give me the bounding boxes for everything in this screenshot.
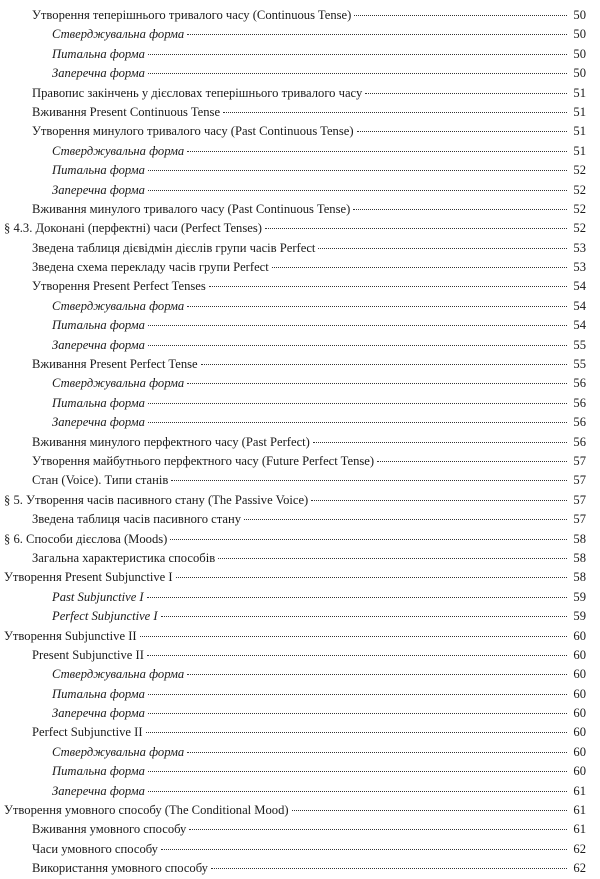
toc-entry <box>0 219 600 238</box>
toc-entry-title: Утворення умовного способу (The Conditional Mood) <box>4 803 289 818</box>
toc-entry <box>0 607 600 626</box>
dot-leader <box>148 791 567 792</box>
toc-entry <box>0 277 600 296</box>
toc-entry <box>0 355 600 374</box>
toc-entry-title: § 6. Способи дієслова (Moods) <box>4 531 168 546</box>
toc-entry <box>0 258 600 277</box>
toc-entry <box>0 161 600 180</box>
toc-entry-title: Стверджувальна форма <box>52 298 185 313</box>
toc-entry-title: Утворення майбутнього перфектного часу (Future Perfect Tense) <box>32 453 375 468</box>
toc-entry <box>0 627 600 646</box>
dot-leader <box>148 73 567 74</box>
toc-entry-page-number: 60 <box>573 686 586 701</box>
toc-entry-title: Вживання Present Continuous Tense <box>32 104 221 119</box>
toc-entry-page-number: 58 <box>573 531 586 546</box>
dot-leader <box>148 170 567 171</box>
toc-entry-page-number: 51 <box>573 124 586 139</box>
toc-entry-page-number: 50 <box>573 46 586 61</box>
toc-entry-page-number: 51 <box>573 143 586 158</box>
dot-leader <box>148 713 567 714</box>
toc-entry-title: Зведена схема перекладу часів групи Perfect <box>32 260 269 275</box>
dot-leader <box>148 325 567 326</box>
dot-leader <box>218 558 567 559</box>
toc-entry <box>0 239 600 258</box>
toc-entry-title: Стан (Voice). Типи станів <box>32 473 169 488</box>
toc-entry-page-number: 50 <box>573 27 586 42</box>
toc-entry <box>0 685 600 704</box>
toc-entry-title: Стверджувальна форма <box>52 27 185 42</box>
toc-entry-title: Вживання Present Perfect Tense <box>32 357 198 372</box>
toc-entry-page-number: 54 <box>573 279 586 294</box>
toc-entry-title: Використання умовного способу <box>32 861 208 876</box>
toc-entry-title: Заперечна форма <box>52 783 145 798</box>
toc-entry-title: Утворення Present Subjunctive I <box>4 570 173 585</box>
dot-leader <box>148 694 567 695</box>
toc-entry-page-number: 54 <box>573 298 586 313</box>
dot-leader <box>140 636 567 637</box>
dot-leader <box>187 383 567 384</box>
toc-entry-title: Питальна форма <box>52 163 145 178</box>
toc-entry-title: Правопис закінчень у дієсловах теперішнього тривалого часу <box>32 85 363 100</box>
toc-entry-page-number: 61 <box>573 783 586 798</box>
toc-entry-page-number: 57 <box>573 492 586 507</box>
toc-entry <box>0 200 600 219</box>
toc-entry-page-number: 60 <box>573 667 586 682</box>
toc-entry-title: Питальна форма <box>52 686 145 701</box>
toc-entry <box>0 433 600 452</box>
dot-leader <box>244 519 567 520</box>
toc-entry-page-number: 52 <box>573 201 586 216</box>
toc-entry <box>0 723 600 742</box>
dot-leader <box>147 597 567 598</box>
toc-entry <box>0 743 600 762</box>
toc-entry <box>0 297 600 316</box>
toc-entry-page-number: 60 <box>573 764 586 779</box>
toc-entry <box>0 840 600 859</box>
dot-leader <box>365 93 567 94</box>
toc-entry-page-number: 52 <box>573 163 586 178</box>
toc-entry-title: § 4.3. Доконані (перфектні) часи (Perfect Tenses) <box>4 221 262 236</box>
toc-entry-page-number: 50 <box>573 8 586 22</box>
toc-entry-page-number: 61 <box>573 822 586 837</box>
toc-entry-title: Питальна форма <box>52 395 145 410</box>
dot-leader <box>187 34 567 35</box>
toc-entry <box>0 181 600 200</box>
dot-leader <box>176 577 567 578</box>
toc-entry <box>0 568 600 587</box>
toc-entry-page-number: 60 <box>573 628 586 643</box>
toc-entry-title: Вживання умовного способу <box>32 822 187 837</box>
toc-entry-page-number: 56 <box>573 415 586 430</box>
dot-leader <box>187 674 567 675</box>
dot-leader <box>318 248 567 249</box>
toc-entry-title: Perfect Subjunctive I <box>52 609 158 624</box>
toc-entry-page-number: 51 <box>573 104 586 119</box>
toc-entry <box>0 588 600 607</box>
toc-entry <box>0 471 600 490</box>
toc-entry-title: Заперечна форма <box>52 66 145 81</box>
toc-entry-page-number: 57 <box>573 453 586 468</box>
toc-entry <box>0 549 600 568</box>
toc-entry-page-number: 56 <box>573 395 586 410</box>
toc-entry-title: Стверджувальна форма <box>52 376 185 391</box>
toc-entry <box>0 103 600 122</box>
toc-entry-title: Утворення Present Perfect Tenses <box>32 279 206 294</box>
toc-entry-page-number: 51 <box>573 85 586 100</box>
toc-entry <box>0 25 600 44</box>
dot-leader <box>171 480 567 481</box>
dot-leader <box>148 771 567 772</box>
dot-leader <box>377 461 567 462</box>
toc-entry-title: Стверджувальна форма <box>52 667 185 682</box>
toc-entry-page-number: 53 <box>573 260 586 275</box>
toc-entry-title: Вживання минулого тривалого часу (Past Continuous Tense) <box>32 201 351 216</box>
dot-leader <box>209 286 567 287</box>
toc-entry-page-number: 52 <box>573 182 586 197</box>
toc-entry-title: Утворення Subjunctive II <box>4 628 137 643</box>
toc-entry-title: Заперечна форма <box>52 182 145 197</box>
toc-entry <box>0 646 600 665</box>
dot-leader <box>354 15 567 16</box>
toc-entry <box>0 84 600 103</box>
toc-entry-title: § 5. Утворення часів пасивного стану (The Passive Voice) <box>4 492 309 507</box>
toc-entry-page-number: 50 <box>573 66 586 81</box>
toc-entry <box>0 142 600 161</box>
dot-leader <box>265 228 567 229</box>
dot-leader <box>272 267 567 268</box>
dot-leader <box>313 442 567 443</box>
toc-entry-title: Зведена таблиця дієвідмін дієслів групи часів Perfect <box>32 240 316 255</box>
toc-entry-title: Зведена таблиця часів пасивного стану <box>32 512 242 527</box>
dot-leader <box>187 306 567 307</box>
toc-entry <box>0 64 600 83</box>
toc-entry-page-number: 59 <box>573 589 586 604</box>
toc-entry-title: Питальна форма <box>52 46 145 61</box>
toc-entry-title: Заперечна форма <box>52 706 145 721</box>
toc-entry <box>0 452 600 471</box>
toc-entry <box>0 782 600 801</box>
toc-entry-title: Past Subjunctive I <box>52 589 144 604</box>
toc-entry-page-number: 53 <box>573 240 586 255</box>
toc-entry-page-number: 54 <box>573 318 586 333</box>
toc-entry <box>0 859 600 878</box>
toc-entry-page-number: 62 <box>573 841 586 856</box>
toc-entry-page-number: 56 <box>573 376 586 391</box>
dot-leader <box>161 616 567 617</box>
toc-entry-page-number: 52 <box>573 221 586 236</box>
toc-entry-page-number: 62 <box>573 861 586 876</box>
toc-entry <box>0 510 600 529</box>
dot-leader <box>148 403 567 404</box>
toc-entry-page-number: 60 <box>573 706 586 721</box>
toc-entry-title: Утворення минулого тривалого часу (Past Continuous Tense) <box>32 124 354 139</box>
dot-leader <box>223 112 567 113</box>
toc-entry <box>0 316 600 335</box>
toc-entry-title: Загальна характеристика способів <box>32 550 216 565</box>
toc-entry-title: Perfect Subjunctive II <box>32 725 143 740</box>
dot-leader <box>170 539 567 540</box>
dot-leader <box>148 422 567 423</box>
dot-leader <box>292 810 567 811</box>
toc-entry <box>0 704 600 723</box>
toc-entry-title: Present Subjunctive II <box>32 647 144 662</box>
dot-leader <box>211 868 567 869</box>
toc-entry-title: Вживання минулого перфектного часу (Past Perfect) <box>32 434 310 449</box>
toc-entry <box>0 413 600 432</box>
toc-entry-title: Питальна форма <box>52 764 145 779</box>
toc-entry-title: Часи умовного способу <box>32 841 158 856</box>
toc-entry-title: Стверджувальна форма <box>52 143 185 158</box>
toc-entry <box>0 530 600 549</box>
toc-entry <box>0 6 600 25</box>
dot-leader <box>161 849 567 850</box>
toc-entry <box>0 336 600 355</box>
toc-entry-page-number: 57 <box>573 512 586 527</box>
toc-entry-page-number: 58 <box>573 550 586 565</box>
toc-entry-title: Заперечна форма <box>52 415 145 430</box>
toc-entry <box>0 491 600 510</box>
dot-leader <box>189 829 567 830</box>
toc-entry-page-number: 60 <box>573 647 586 662</box>
dot-leader <box>357 131 567 132</box>
dot-leader <box>201 364 567 365</box>
toc-entry-page-number: 55 <box>573 357 586 372</box>
toc-entry-page-number: 56 <box>573 434 586 449</box>
toc-entry-page-number: 59 <box>573 609 586 624</box>
toc-entry <box>0 122 600 141</box>
toc-entry <box>0 762 600 781</box>
toc-entry <box>0 374 600 393</box>
toc-entry <box>0 801 600 820</box>
toc-entry <box>0 45 600 64</box>
toc-entry-page-number: 57 <box>573 473 586 488</box>
toc-entry-page-number: 60 <box>573 725 586 740</box>
dot-leader <box>311 500 567 501</box>
dot-leader <box>353 209 567 210</box>
toc-entry <box>0 820 600 839</box>
dot-leader <box>147 655 567 656</box>
toc-entry-page-number: 55 <box>573 337 586 352</box>
toc-entry <box>0 394 600 413</box>
toc-entry-title: Утворення теперішнього тривалого часу (Continuous Tense) <box>32 8 352 22</box>
toc-entry-page-number: 58 <box>573 570 586 585</box>
toc-entry-title: Стверджувальна форма <box>52 744 185 759</box>
toc-entry-title: Питальна форма <box>52 318 145 333</box>
dot-leader <box>187 151 567 152</box>
dot-leader <box>148 190 567 191</box>
toc-entry <box>0 665 600 684</box>
toc-entry-page-number: 60 <box>573 744 586 759</box>
dot-leader <box>148 345 567 346</box>
toc-entry-title: Заперечна форма <box>52 337 145 352</box>
dot-leader <box>146 732 567 733</box>
toc-entry-page-number: 61 <box>573 803 586 818</box>
dot-leader <box>148 54 567 55</box>
dot-leader <box>187 752 567 753</box>
